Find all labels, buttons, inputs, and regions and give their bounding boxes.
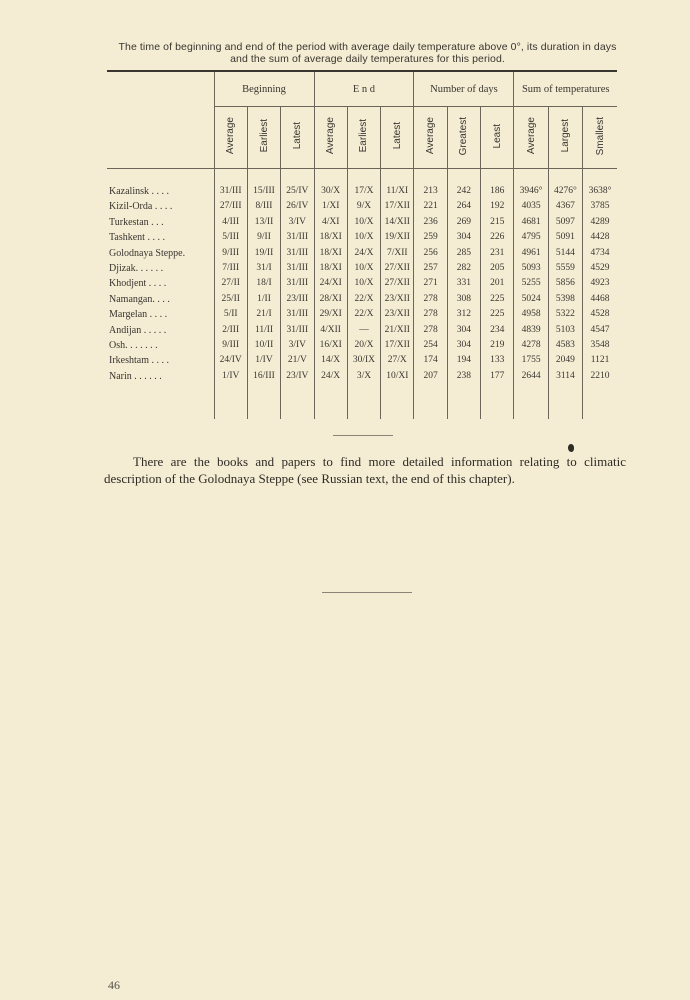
table-cell: 16/XI (314, 338, 347, 353)
table-cell: 18/XI (314, 261, 347, 276)
table-cell: 10/X (347, 230, 380, 245)
table-cell: 4547 (583, 323, 617, 338)
group-temps: Sum of temperatures (514, 71, 617, 107)
table-cell: 1755 (514, 353, 548, 368)
table-cell: 4/XII (314, 323, 347, 338)
table-cell: 238 (447, 369, 480, 384)
table-cell: 4289 (583, 215, 617, 230)
station-name: Djizak. . . . . . (109, 263, 164, 275)
table-cell: 3548 (583, 338, 617, 353)
table-cell: 30/IX (347, 353, 380, 368)
table-cell: 3/X (347, 369, 380, 384)
table-row (107, 230, 617, 245)
table-row (107, 199, 617, 214)
table-cell: 4795 (514, 230, 548, 245)
sub-end-latest: Latest (381, 107, 414, 169)
section-divider (322, 592, 412, 593)
table-cell: 9/II (247, 230, 280, 245)
temperature-table (107, 70, 617, 419)
group-end: E n d (314, 71, 414, 107)
table-cell: 31/III (281, 246, 314, 261)
table-cell: 24/X (314, 369, 347, 384)
sub-beginning-earliest: Earliest (247, 107, 280, 169)
table-cell: 9/III (214, 246, 247, 261)
table-cell: 259 (414, 230, 447, 245)
station-header (107, 71, 214, 107)
sub-temps-average: Average (514, 107, 548, 169)
table-cell: 20/X (347, 338, 380, 353)
station-name: Irkeshtam . . . . (109, 355, 169, 367)
table-cell: 4/XI (314, 215, 347, 230)
table-cell: 278 (414, 292, 447, 307)
table-cell: 29/XI (314, 307, 347, 322)
table-cell: 25/IV (281, 184, 314, 199)
table-cell: 4839 (514, 323, 548, 338)
table-cell: 14/XII (381, 215, 414, 230)
table-cell: 1121 (583, 353, 617, 368)
table-cell: 4468 (583, 292, 617, 307)
table-cell: 225 (481, 307, 514, 322)
table-cell: 23/IV (281, 369, 314, 384)
temperature-table-wrapper (107, 70, 617, 419)
sub-days-greatest: Greatest (447, 107, 480, 169)
table-row (107, 369, 617, 384)
table-cell: 17/XII (381, 338, 414, 353)
table-cell: 4428 (583, 230, 617, 245)
table-cell: 31/III (281, 276, 314, 291)
table-cell: 5/III (214, 230, 247, 245)
table-cell: 271 (414, 276, 447, 291)
table-cell: 194 (447, 353, 480, 368)
table-cell: 27/X (381, 353, 414, 368)
table-cell: 331 (447, 276, 480, 291)
table-cell: 5/II (214, 307, 247, 322)
group-days: Number of days (414, 71, 514, 107)
page-number: 46 (108, 978, 120, 992)
station-name: Narin . . . . . . (109, 370, 162, 382)
reference-paragraph: There are the books and papers to find more detailed information relating to climatic description of the Golodnaya Steppe (see Russian text, the end of this chapter). (104, 454, 626, 486)
table-cell: 21/XII (381, 323, 414, 338)
table-cell: 304 (447, 230, 480, 245)
station-name: Khodjent . . . . (109, 278, 167, 290)
table-cell: 4276° (548, 184, 582, 199)
station-name: Margelan . . . . (109, 309, 168, 321)
sub-temps-largest: Largest (548, 107, 582, 169)
ink-blot (568, 444, 574, 452)
table-cell: 2049 (548, 353, 582, 368)
station-name: Golodnaya Steppe. (109, 247, 186, 259)
table-cell: 3785 (583, 199, 617, 214)
table-cell: 21/V (281, 353, 314, 368)
table-cell: 219 (481, 338, 514, 353)
table-cell: 8/III (247, 199, 280, 214)
table-cell: 5093 (514, 261, 548, 276)
table-cell: 31/III (214, 184, 247, 199)
table-cell: 19/XII (381, 230, 414, 245)
table-cell: 31/III (281, 261, 314, 276)
table-cell: 5103 (548, 323, 582, 338)
sub-end-earliest: Earliest (347, 107, 380, 169)
table-cell: 10/X (347, 261, 380, 276)
table-cell: 18/I (247, 276, 280, 291)
table-cell: 257 (414, 261, 447, 276)
sub-beginning-latest: Latest (281, 107, 314, 169)
table-cell: 14/X (314, 353, 347, 368)
table-caption: The time of beginning and end of the period with average daily temperature above 0°, its duration in days and the sum of average daily temperatures for this period. (118, 41, 617, 65)
table-row (107, 338, 617, 353)
table-cell: 10/II (247, 338, 280, 353)
table-cell: 234 (481, 323, 514, 338)
table-cell: 5322 (548, 307, 582, 322)
sub-header-row (107, 107, 617, 169)
table-cell: 5255 (514, 276, 548, 291)
table-cell: 269 (447, 215, 480, 230)
table-cell: 312 (447, 307, 480, 322)
table-cell: 1/II (247, 292, 280, 307)
table-cell: 221 (414, 199, 447, 214)
table-end-divider (333, 435, 393, 436)
table-row (107, 276, 617, 291)
table-cell: 10/X (347, 215, 380, 230)
station-name: Namangan. . . . (109, 293, 170, 305)
table-cell: 28/XI (314, 292, 347, 307)
table-cell: 31/I (247, 261, 280, 276)
table-cell: 5856 (548, 276, 582, 291)
table-cell: 24/XI (314, 276, 347, 291)
table-cell: 278 (414, 323, 447, 338)
table-cell: 19/II (247, 246, 280, 261)
table-cell: 231 (481, 246, 514, 261)
table-cell: 2210 (583, 369, 617, 384)
station-name: Tashkent . . . . (109, 232, 165, 244)
table-cell: 3114 (548, 369, 582, 384)
table-cell: 5091 (548, 230, 582, 245)
table-cell: 4681 (514, 215, 548, 230)
table-cell: 2/III (214, 323, 247, 338)
table-cell: 22/X (347, 307, 380, 322)
table-cell: 207 (414, 369, 447, 384)
table-row (107, 261, 617, 276)
table-cell: 4734 (583, 246, 617, 261)
table-cell: 304 (447, 323, 480, 338)
table-cell: 7/XII (381, 246, 414, 261)
table-row (107, 353, 617, 368)
table-cell: 4035 (514, 199, 548, 214)
table-cell: 9/X (347, 199, 380, 214)
table-cell: 31/III (281, 323, 314, 338)
table-cell: 278 (414, 307, 447, 322)
table-cell: 226 (481, 230, 514, 245)
table-cell: 4367 (548, 199, 582, 214)
table-cell: 10/XI (381, 369, 414, 384)
table-cell: 5559 (548, 261, 582, 276)
table-cell: 3/IV (281, 338, 314, 353)
table-cell: 31/III (281, 230, 314, 245)
table-cell: 192 (481, 199, 514, 214)
table-cell: 4958 (514, 307, 548, 322)
table-cell: 236 (414, 215, 447, 230)
table-cell: 24/IV (214, 353, 247, 368)
station-name: Kazalinsk . . . . (109, 186, 169, 197)
table-cell: 3638° (583, 184, 617, 199)
table-cell: 30/X (314, 184, 347, 199)
table-cell: 282 (447, 261, 480, 276)
table-cell: 17/XII (381, 199, 414, 214)
table-row (107, 215, 617, 230)
table-cell: 256 (414, 246, 447, 261)
table-cell: 13/II (247, 215, 280, 230)
table-cell: 16/III (247, 369, 280, 384)
table-cell: 213 (414, 184, 447, 199)
station-name: Andijan . . . . . (109, 324, 167, 336)
table-row (107, 246, 617, 261)
table-cell: 5024 (514, 292, 548, 307)
sub-days-average: Average (414, 107, 447, 169)
sub-days-least: Least (481, 107, 514, 169)
table-cell: 5144 (548, 246, 582, 261)
table-cell: 3/IV (281, 215, 314, 230)
table-row (107, 184, 617, 199)
table-body (107, 169, 617, 420)
table-cell: 174 (414, 353, 447, 368)
table-cell: 4/III (214, 215, 247, 230)
table-cell: 4528 (583, 307, 617, 322)
table-cell: 242 (447, 184, 480, 199)
table-tail-row (107, 384, 617, 419)
table-cell: 133 (481, 353, 514, 368)
table-cell: 23/XII (381, 307, 414, 322)
table-cell: 186 (481, 184, 514, 199)
table-cell: 27/III (214, 199, 247, 214)
table-cell: 2644 (514, 369, 548, 384)
table-row (107, 292, 617, 307)
table-cell: 11/XI (381, 184, 414, 199)
table-cell: 304 (447, 338, 480, 353)
table-cell: 10/X (347, 276, 380, 291)
table-cell: 225 (481, 292, 514, 307)
sub-end-average: Average (314, 107, 347, 169)
table-cell: 24/X (347, 246, 380, 261)
table-cell: 9/III (214, 338, 247, 353)
table-cell: 1/IV (247, 353, 280, 368)
table-cell: — (347, 323, 380, 338)
sub-temps-smallest: Smallest (583, 107, 617, 169)
table-cell: 21/I (247, 307, 280, 322)
table-cell: 1/IV (214, 369, 247, 384)
station-name: Turkestan . . . (109, 216, 164, 228)
station-name: Osh. . . . . . . (109, 340, 158, 352)
table-cell: 27/XII (381, 261, 414, 276)
table-cell: 264 (447, 199, 480, 214)
station-header-lower (107, 107, 214, 169)
sub-beginning-average: Average (214, 107, 247, 169)
table-row (107, 307, 617, 322)
table-cell: 11/II (247, 323, 280, 338)
table-cell: 205 (481, 261, 514, 276)
table-cell: 201 (481, 276, 514, 291)
table-cell: 7/III (214, 261, 247, 276)
table-cell: 1/XI (314, 199, 347, 214)
spacer-row (107, 169, 617, 185)
table-cell: 5097 (548, 215, 582, 230)
table-cell: 27/II (214, 276, 247, 291)
table-cell: 4583 (548, 338, 582, 353)
table-cell: 18/XI (314, 230, 347, 245)
table-cell: 4961 (514, 246, 548, 261)
table-cell: 4529 (583, 261, 617, 276)
table-cell: 285 (447, 246, 480, 261)
table-cell: 15/III (247, 184, 280, 199)
table-cell: 23/III (281, 292, 314, 307)
table-cell: 18/XI (314, 246, 347, 261)
table-cell: 215 (481, 215, 514, 230)
table-cell: 26/IV (281, 199, 314, 214)
table-cell: 22/X (347, 292, 380, 307)
table-cell: 31/III (281, 307, 314, 322)
table-cell: 4923 (583, 276, 617, 291)
table-cell: 27/XII (381, 276, 414, 291)
table-cell: 254 (414, 338, 447, 353)
table-cell: 25/II (214, 292, 247, 307)
group-beginning: Beginning (214, 71, 314, 107)
table-cell: 5398 (548, 292, 582, 307)
table-row (107, 323, 617, 338)
table-cell: 23/XII (381, 292, 414, 307)
table-cell: 4278 (514, 338, 548, 353)
station-name: Kizil-Orda . . . . (109, 201, 173, 213)
table-cell: 3946° (514, 184, 548, 199)
group-header-row (107, 71, 617, 107)
table-cell: 17/X (347, 184, 380, 199)
table-cell: 177 (481, 369, 514, 384)
table-cell: 308 (447, 292, 480, 307)
